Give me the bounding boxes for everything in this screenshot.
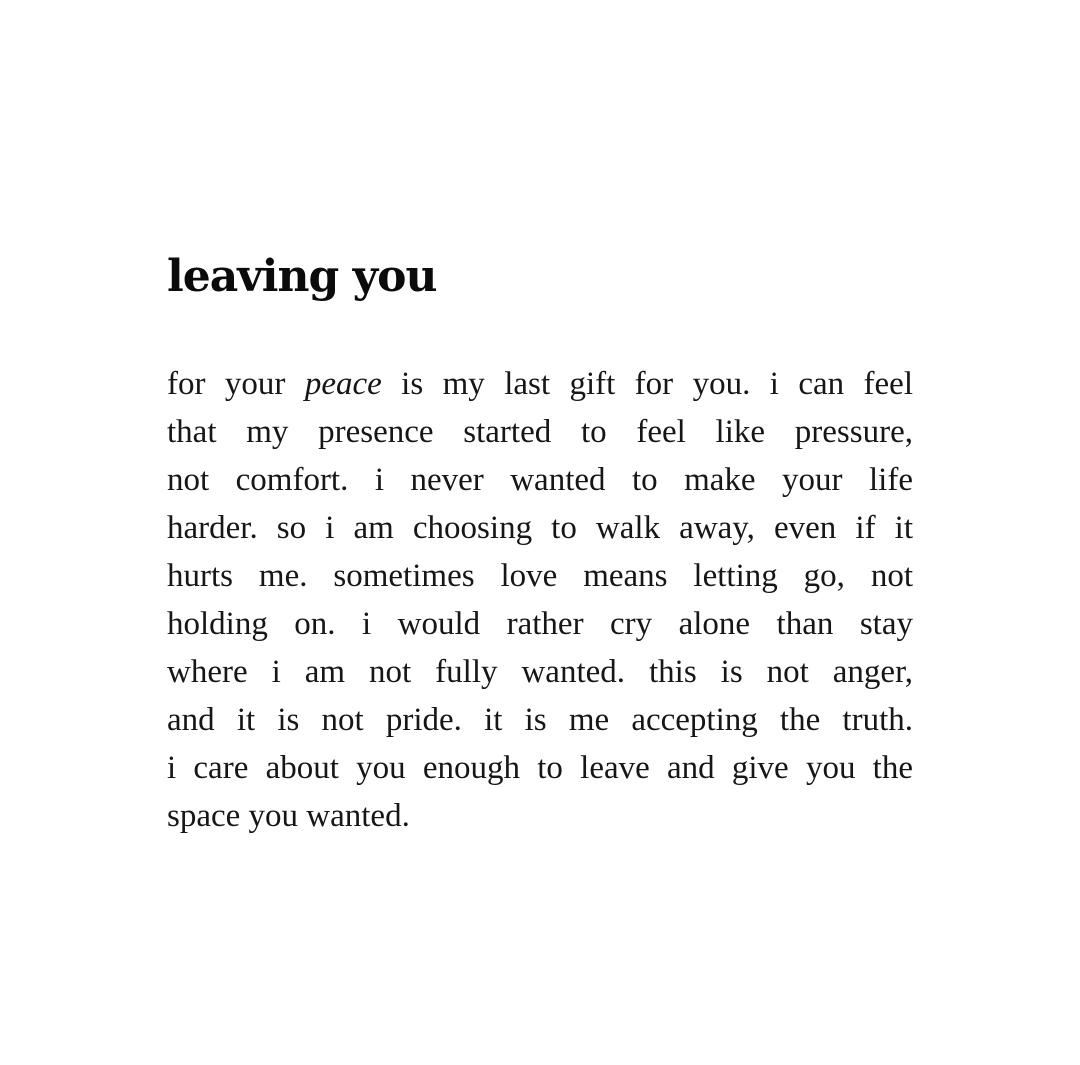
line-text: not comfort. i never wanted to make your life bbox=[167, 462, 913, 498]
line-text: for your bbox=[167, 366, 305, 402]
emphasis-word: peace bbox=[304, 366, 382, 402]
poem-line bbox=[167, 600, 913, 648]
poem-line bbox=[167, 360, 913, 408]
line-text: space you wanted. bbox=[167, 798, 410, 834]
line-text: i care about you enough to leave and give you the bbox=[167, 750, 913, 786]
poem-line bbox=[167, 504, 913, 552]
line-text: holding on. i would rather cry alone than stay bbox=[167, 606, 913, 642]
poem-line bbox=[167, 744, 913, 792]
line-text: harder. so i am choosing to walk away, even if it bbox=[167, 510, 913, 546]
poem-line bbox=[167, 552, 913, 600]
poem-line bbox=[167, 696, 913, 744]
poem-title: leaving you bbox=[167, 251, 437, 302]
line-text: that my presence started to feel like pressure, bbox=[167, 414, 913, 450]
poem-body bbox=[167, 360, 913, 840]
poem-line bbox=[167, 792, 913, 840]
poem-line bbox=[167, 408, 913, 456]
poem-line bbox=[167, 648, 913, 696]
poem-line bbox=[167, 456, 913, 504]
line-text: where i am not fully wanted. this is not anger, bbox=[167, 654, 913, 690]
line-text: is my last gift for you. i can feel bbox=[381, 366, 913, 402]
line-text: hurts me. sometimes love means letting go, not bbox=[167, 558, 913, 594]
line-text: and it is not pride. it is me accepting the truth. bbox=[167, 702, 913, 738]
